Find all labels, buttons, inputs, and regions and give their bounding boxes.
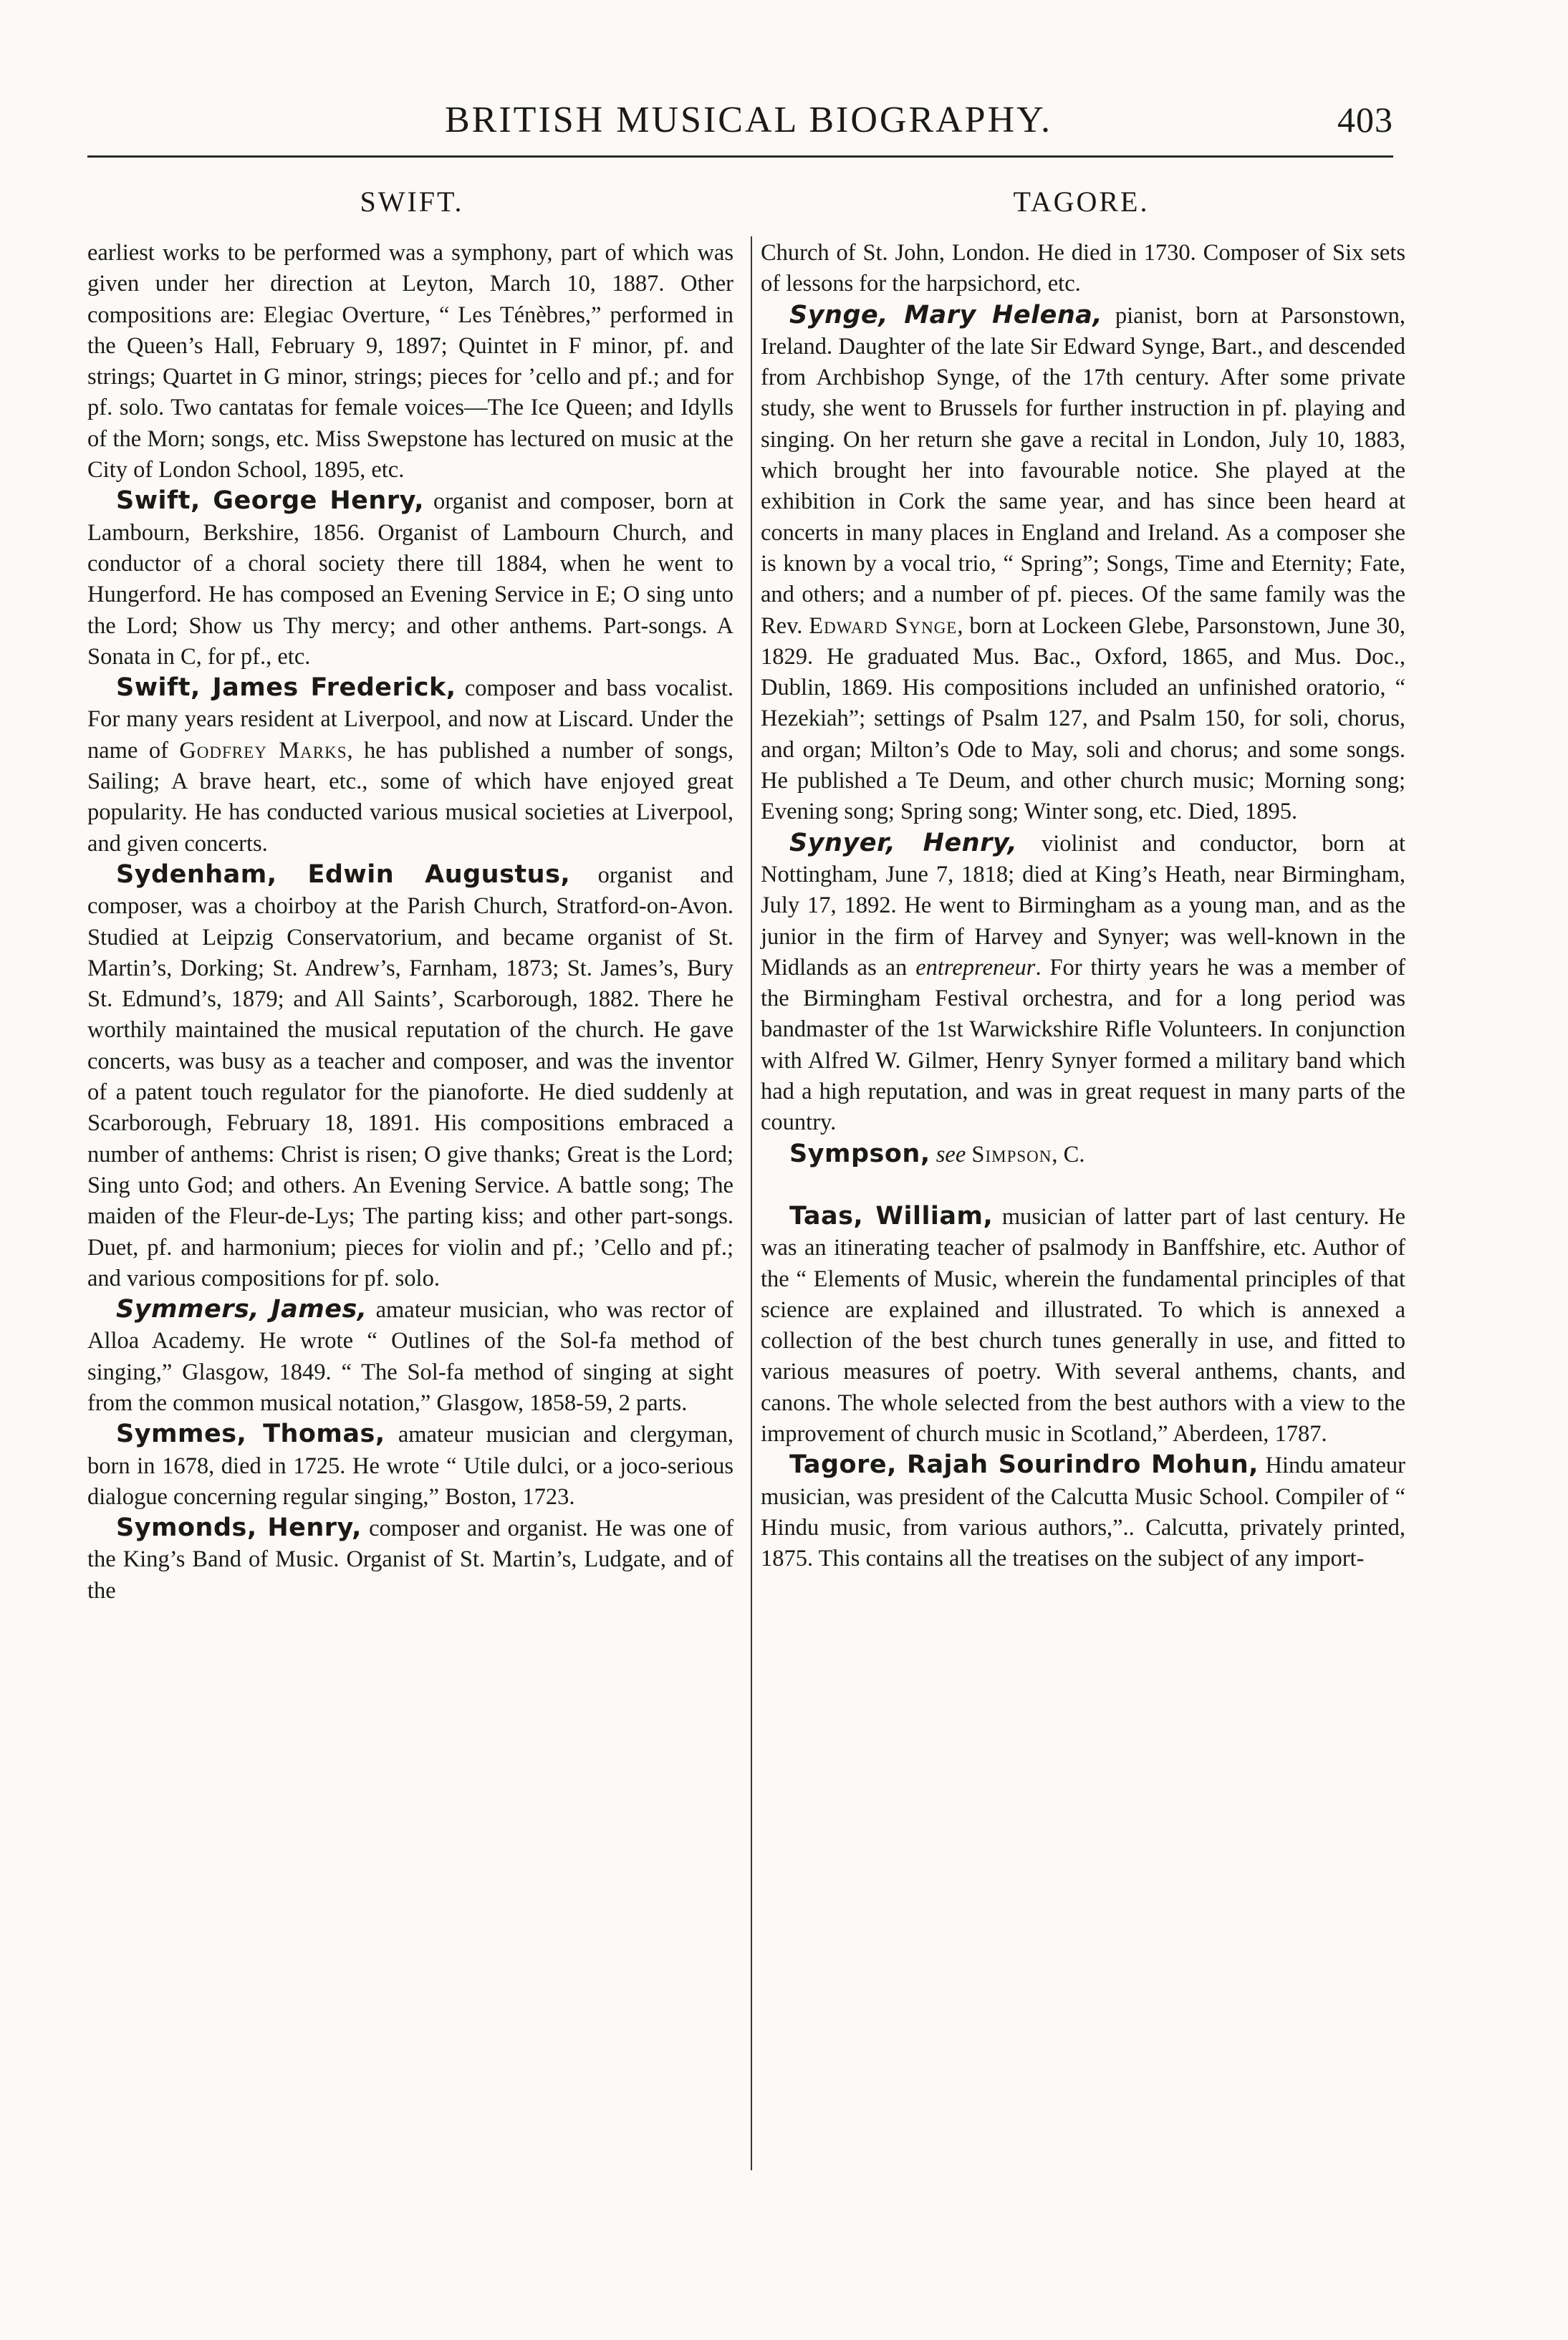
entry-text: musician of latter part of last century. He was an itinerating teacher of psalmody in Banffshire, etc. Author of the “ Elements of Music, wherein the fundamental principles of that science are explained and illustrated. To which is annexed a collection of the best church tunes generally in use, and fitted to various measures of poetry. With several anthems, chants, and canons. The whole selected from the best authors with a view to the improvement of church music in Scotland,” Aberdeen, 1787. <box>761 1203 1406 1447</box>
running-head <box>0 99 1393 149</box>
entry-sydenham <box>87 860 734 1294</box>
entry-headword: Sydenham, Edwin Augustus, <box>116 860 571 889</box>
entry-symmers <box>87 1294 734 1419</box>
entry-headword: Swift, George Henry, <box>116 486 424 516</box>
entry-swift-james <box>87 673 734 860</box>
entry-text: organist and composer, was a choirboy at the Parish Church, Stratford-on-Avon. Studied at Leipzig Conservatorium, and became organist of St. Martin’s, Dorking; St. Andrew’s, Farnham, 1873; St. James’s, Bury St. Edmund’s, 1879; and All Saints’, Scarborough, 1882. There he worthily maintained the musical reputation of the church. He gave concerts, was busy as a teacher and composer, and was the inventor of a patent touch regulator for the pianoforte. He died suddenly at Scarborough, February 18, 1891. His compositions embraced a number of anthems: Christ is risen; O give thanks; Great is the Lord; Sing unto God; and others. An Evening Service. A battle song; The maiden of the Fleur-de-Lys; The parting kiss; and other part-songs. Duet, pf. and harmonium; pieces for violin and pf.; ’Cello and pf.; and various compositions for pf. solo. <box>87 862 734 1291</box>
entry-headword: Sympson, <box>789 1139 930 1168</box>
entry-text: , he has published a number of songs, Sailing; A brave heart, etc., some of which have enjoyed great popularity. He has conducted various musical societies at Liverpool, and given concerts. <box>87 737 734 857</box>
continued-paragraph <box>761 238 1405 300</box>
cross-name: Godfrey Marks <box>179 737 347 764</box>
header-rule <box>87 155 1393 158</box>
entry-text: composer and organist. He was one of the King’s Band of Music. Organist of St. Martin’s, Ludgate, and of the <box>87 1516 734 1604</box>
entry-headword: Taas, William, <box>789 1201 994 1231</box>
entry-text: . For thirty years he was a member of the Birmingham Festival orchestra, and for a long period was bandmaster of the 1st Warwickshire Rifle Volunteers. In conjunction with Alfred W. Gilmer, Henry Synyer formed a military band which had a high reputation, and was in great request in many parts of the country. <box>761 954 1405 1136</box>
section-gap <box>761 1170 1405 1201</box>
entry-text: , C. <box>1052 1141 1085 1167</box>
entry-text: composer and bass vocalist. For many years resident at Liverpool, and now at Liscard. Under the name of <box>87 675 734 764</box>
right-column-title: TAGORE. <box>1013 186 1150 218</box>
entry-headword: Tagore, Rajah Sourindro Mohun, <box>789 1450 1259 1480</box>
entry-headword: Symmes, Thomas, <box>116 1420 385 1449</box>
entry-text: pianist, born at Parsonstown, Ireland. Daughter of the late Sir Edward Synge, Bart., and descended from Archbishop Synge, of the 17th century. After some private study, she went to Brussels for further instruction in pf. playing and singing. On her return she gave a recital in London, July 10, 1883, which brought her into favourable notice. She played at the exhibition in Cork the same year, and has since been heard at concerts in many places in England and Ireland. As a composer she is known by a vocal trio, “ Spring”; Songs, Time and Eternity; Fate, and others; and a number of pf. pieces. Of the same family was the Rev. <box>761 302 1405 639</box>
italic-term: entrepreneur <box>915 954 1036 981</box>
entry-headword: Symonds, Henry, <box>116 1513 362 1543</box>
entry-headword: Symmers, James, <box>116 1295 367 1324</box>
page-number: 403 <box>1337 100 1393 140</box>
see-reference: see <box>930 1141 972 1167</box>
continued-paragraph <box>87 238 734 486</box>
running-title: BRITISH MUSICAL BIOGRAPHY. <box>445 100 1052 140</box>
entry-synge <box>761 300 1405 828</box>
paragraph-text: earliest works to be performed was a symphony, part of which was given under her direction at Leyton, March 10, 1887. Other compositions are: Elegiac Overture, “ Les Ténèbres,” performed in the Queen’s Hall, February 9, 1897; Quintet in F minor, pf. and strings; Quartet in G minor, strings; pieces for ’cello and pf.; and for pf. solo. Two cantatas for female voices—The Ice Queen; and Idylls of the Morn; songs, etc. Miss Swepstone has lectured on music at the City of London School, 1895, etc. <box>87 240 734 483</box>
entry-symonds <box>87 1513 734 1607</box>
entry-text: amateur musician, who was rector of Alloa Academy. He wrote “ Outlines of the Sol-fa method of singing,” Glasgow, 1849. “ The Sol-fa method of singing at sight from the common musical notation,” Glasgow, 1858-59, 2 parts. <box>87 1297 734 1416</box>
entry-headword: Swift, James Frederick, <box>116 673 456 703</box>
entry-symmes <box>87 1419 734 1513</box>
entry-tagore <box>761 1450 1405 1574</box>
entry-text: Hindu amateur musician, was president of the Calcutta Music School. Compiler of “ Hindu music, from various authors,”.. Calcutta, privately printed, 1875. This contains all the treatises on the subject of any import- <box>761 1453 1405 1572</box>
cross-name: Edward Synge <box>809 612 958 639</box>
entry-sympson <box>761 1139 1405 1170</box>
entry-synyer <box>761 828 1405 1139</box>
cross-name: Simpson <box>971 1141 1052 1167</box>
entry-headword: Synyer, Henry, <box>789 828 1018 857</box>
entry-headword: Synge, Mary Helena, <box>789 300 1103 329</box>
entry-text: , born at Lockeen Glebe, Parsonstown, June 30, 1829. He graduated Mus. Bac., Oxford, 1865, and Mus. Doc., Dublin, 1869. His compositions included an unfinished oratorio, “ Hezekiah”; settings of Psalm 127, and Psalm 150, for soli, chorus, and organ; Milton’s Ode to May, soli and chorus; and some songs. He published a Te Deum, and other church music; Morning song; Evening song; Spring song; Winter song, etc. Died, 1895. <box>761 612 1405 825</box>
entry-text: organist and composer, born at Lambourn, Berkshire, 1856. Organist of Lambourn Church, and conductor of a choral society there till 1884, when he went to Hungerford. He has composed an Evening Service in E; O sing unto the Lord; Show us Thy mercy; and other anthems. Part-songs. A Sonata in C, for pf., etc. <box>87 488 734 670</box>
column-divider <box>751 236 752 2170</box>
entry-text: amateur musician and clergyman, born in 1678, died in 1725. He wrote “ Utile dulci, or a joco-serious dialogue concerning regular singing,” Boston, 1723. <box>87 1422 734 1510</box>
entry-swift-george <box>87 486 734 673</box>
entry-text: violinist and conductor, born at Nottingham, June 7, 1818; died at King’s Heath, near Birmingham, July 17, 1892. He went to Birmingham as a young man, and as the junior in the firm of Harvey and Synyer; was well-known in the Midlands as an <box>761 830 1405 981</box>
entry-taas <box>761 1201 1405 1450</box>
left-column-title: SWIFT. <box>360 186 464 218</box>
right-column <box>761 238 1405 1574</box>
left-column <box>87 238 734 1607</box>
paragraph-text: Church of St. John, London. He died in 1730. Composer of Six sets of lessons for the harpsichord, etc. <box>761 240 1405 297</box>
